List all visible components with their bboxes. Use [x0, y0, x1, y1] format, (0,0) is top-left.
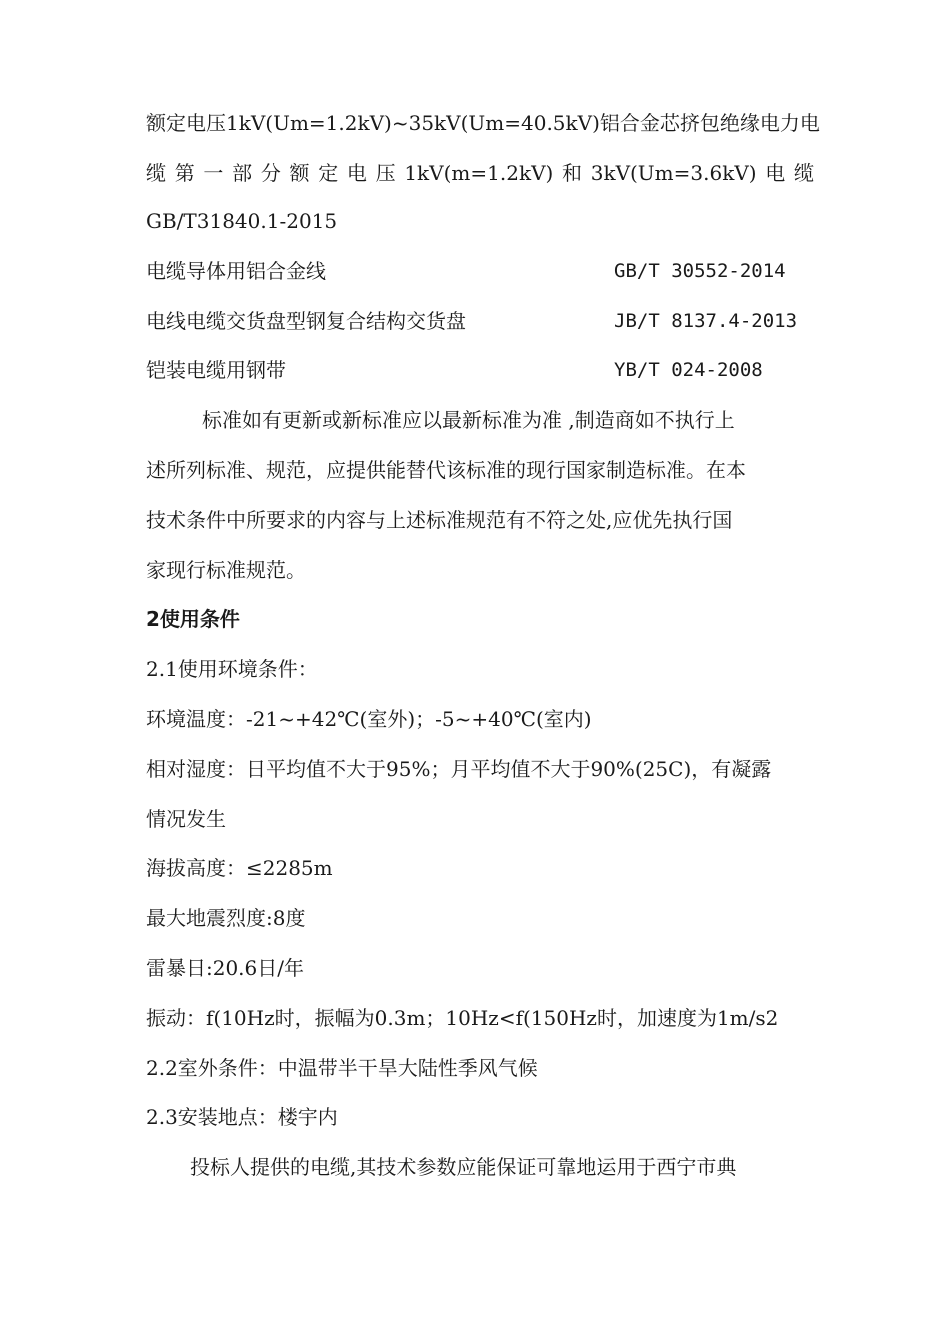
standard-title-word: 部	[232, 161, 253, 185]
note-paragraph-line-2: 述所列标准、规范，应提供能替代该标准的现行国家制造标准。在本	[146, 458, 746, 482]
humidity-line-2: 情况发生	[146, 807, 226, 831]
standard-code-line: GB/T31840.1-2015	[146, 209, 338, 233]
standard-title-word: 一	[203, 161, 224, 185]
subsection-title: 2.1使用环境条件：	[146, 657, 318, 681]
vibration-line: 振动：f(10Hz时，振幅为0.3m；10Hz<f(150Hz时，加速度为1m/s2	[146, 1006, 779, 1030]
note-paragraph-line-3: 技术条件中所要求的内容与上述标准规范有不符之处,应优先执行国	[146, 508, 733, 532]
standard-code: JB/T 8137.4-2013	[614, 310, 798, 332]
standard-title-word: 3kV(Um=3.6kV)	[590, 161, 757, 185]
standard-title-word: 缆	[146, 161, 166, 185]
closing-paragraph-line: 投标人提供的电缆,其技术参数应能保证可靠地运用于西宁市典	[190, 1155, 737, 1179]
seismic-line: 最大地震烈度:8度	[146, 906, 306, 930]
note-paragraph-line-4: 家现行标准规范。	[146, 558, 306, 582]
standard-name: 铠装电缆用钢带	[146, 358, 286, 382]
standard-title-word: 缆	[793, 161, 814, 185]
standard-title-word: 分	[260, 161, 281, 185]
standard-title-word: 电	[346, 161, 367, 185]
standard-code: YB/T 024-2008	[614, 359, 763, 381]
standard-code: GB/T 30552-2014	[614, 260, 786, 282]
standard-title-word: 电	[765, 161, 786, 185]
thunder-days-line: 雷暴日:20.6日/年	[146, 956, 305, 980]
standard-title-word: 第	[174, 161, 195, 185]
outdoor-condition-line: 2.2室外条件：中温带半干旱大陆性季风气候	[146, 1056, 538, 1080]
standard-title-word: 压	[375, 161, 396, 185]
altitude-line: 海拔高度：≤2285m	[146, 856, 333, 880]
temperature-line: 环境温度：-21~+42℃(室外)；-5~+40℃(室内)	[146, 707, 592, 731]
standard-name: 电缆导体用铝合金线	[146, 259, 326, 283]
standard-title-word: 额	[289, 161, 310, 185]
section-heading: 2使用条件	[146, 607, 240, 631]
standard-title-line-1: 额定电压1kV(Um=1.2kV)~35kV(Um=40.5kV)铝合金芯挤包绝缘电力电	[146, 111, 820, 135]
standard-title-word: 定	[318, 161, 339, 185]
standard-name: 电线电缆交货盘型钢复合结构交货盘	[146, 309, 466, 333]
standard-title-word: 和	[562, 161, 583, 185]
standard-title-word: 1kV(m=1.2kV)	[404, 161, 554, 185]
humidity-line-1: 相对湿度：日平均值不大于95%；月平均值不大于90%(25C)，有凝露	[146, 757, 772, 781]
note-paragraph-line-1: 标准如有更新或新标准应以最新标准为准 ,制造商如不执行上	[202, 408, 735, 432]
standard-title-line-2	[146, 159, 814, 187]
install-location-line: 2.3安装地点：楼宇内	[146, 1105, 338, 1129]
